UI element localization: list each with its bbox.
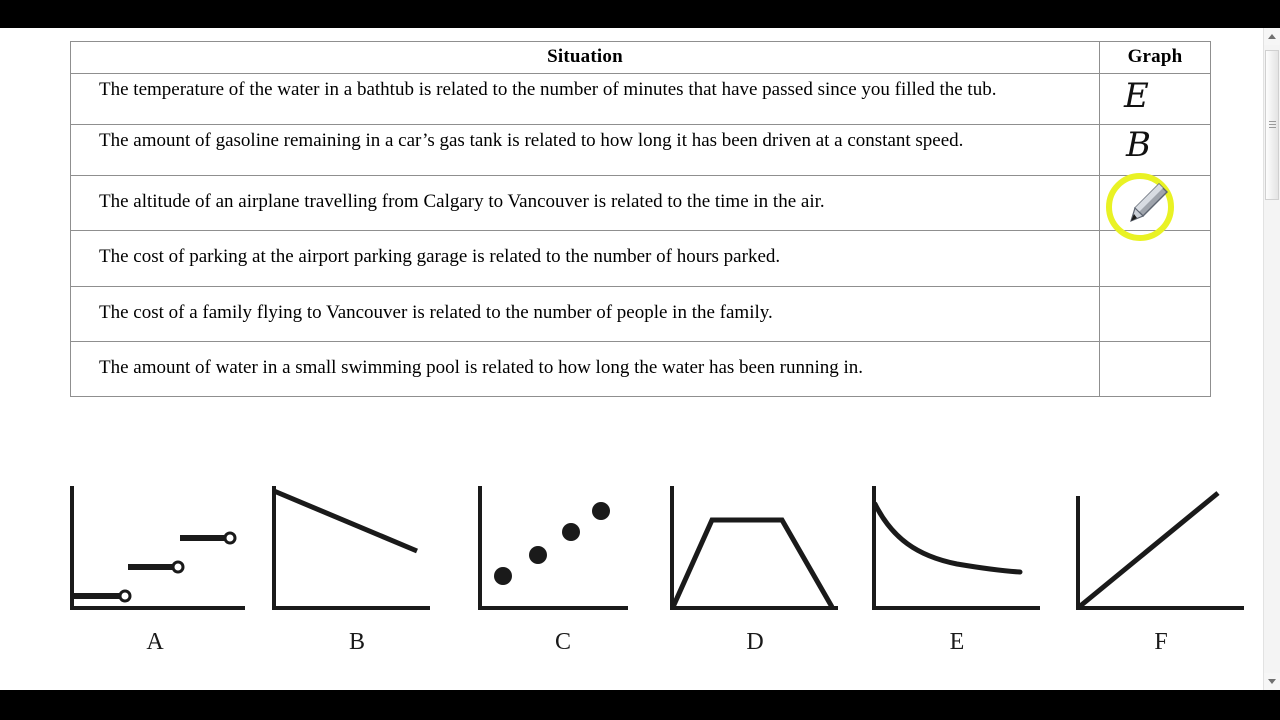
situation-text: The temperature of the water in a bathtub is related to the number of minutes that have passed since you filled the tub. xyxy=(71,74,1100,125)
document-page xyxy=(0,28,1280,690)
situation-text: The cost of parking at the airport parking garage is related to the number of hours parked. xyxy=(71,231,1100,286)
chevron-up-icon xyxy=(1268,34,1276,39)
graph-d-svg xyxy=(660,468,850,633)
table-row[interactable] xyxy=(71,74,1211,125)
graph-label: F xyxy=(1154,629,1168,655)
situation-text: The cost of a family flying to Vancouver is related to the number of people in the family. xyxy=(71,286,1100,341)
graph-option-d[interactable] xyxy=(660,468,850,655)
column-header-situation: Situation xyxy=(71,42,1100,74)
graph-choices xyxy=(0,468,1240,658)
graph-e-svg xyxy=(862,468,1052,633)
graph-option-a[interactable] xyxy=(60,468,250,655)
situation-text: The amount of water in a small swimming pool is related to how long the water has been running in. xyxy=(71,341,1100,396)
scroll-up-button[interactable] xyxy=(1264,28,1280,45)
graph-label: D xyxy=(746,629,764,655)
table-row[interactable] xyxy=(71,176,1211,231)
answer-cell[interactable] xyxy=(1100,176,1211,231)
handwritten-answer: E xyxy=(1124,76,1149,116)
chevron-down-icon xyxy=(1268,679,1276,684)
graph-option-f[interactable] xyxy=(1066,468,1256,655)
situation-graph-table xyxy=(70,41,1211,397)
graph-c-svg xyxy=(468,468,658,633)
graph-label: E xyxy=(949,629,965,655)
grip-icon xyxy=(1269,121,1276,129)
scroll-down-button[interactable] xyxy=(1264,673,1280,690)
answer-cell[interactable] xyxy=(1100,231,1211,286)
scrollbar-thumb[interactable] xyxy=(1265,50,1279,200)
graph-b-svg xyxy=(262,468,452,633)
answer-cell[interactable] xyxy=(1100,341,1211,396)
table-row[interactable] xyxy=(71,341,1211,396)
answer-cell[interactable] xyxy=(1100,74,1211,125)
handwritten-answer: B xyxy=(1126,125,1151,165)
answer-cell[interactable] xyxy=(1100,125,1211,176)
situation-text: The amount of gasoline remaining in a car’s gas tank is related to how long it has been driven at a constant speed. xyxy=(71,125,1100,176)
graph-option-c[interactable] xyxy=(468,468,658,655)
table-row[interactable] xyxy=(71,286,1211,341)
table-header-row xyxy=(71,42,1211,74)
graph-label: B xyxy=(348,629,365,655)
situation-text: The altitude of an airplane travelling from Calgary to Vancouver is related to the time in the air. xyxy=(71,176,1100,231)
table-row[interactable] xyxy=(71,231,1211,286)
vertical-scrollbar[interactable] xyxy=(1263,28,1280,690)
graph-option-e[interactable] xyxy=(862,468,1052,655)
letterbox-bottom xyxy=(0,690,1280,720)
letterbox-top xyxy=(0,0,1280,28)
table-row[interactable] xyxy=(71,125,1211,176)
graph-a-svg xyxy=(60,468,250,633)
graph-option-b[interactable] xyxy=(262,468,452,655)
graph-label: C xyxy=(554,629,571,655)
graph-label: A xyxy=(146,629,164,655)
answer-cell[interactable] xyxy=(1100,286,1211,341)
column-header-graph: Graph xyxy=(1100,42,1211,74)
graph-f-svg xyxy=(1066,468,1256,633)
